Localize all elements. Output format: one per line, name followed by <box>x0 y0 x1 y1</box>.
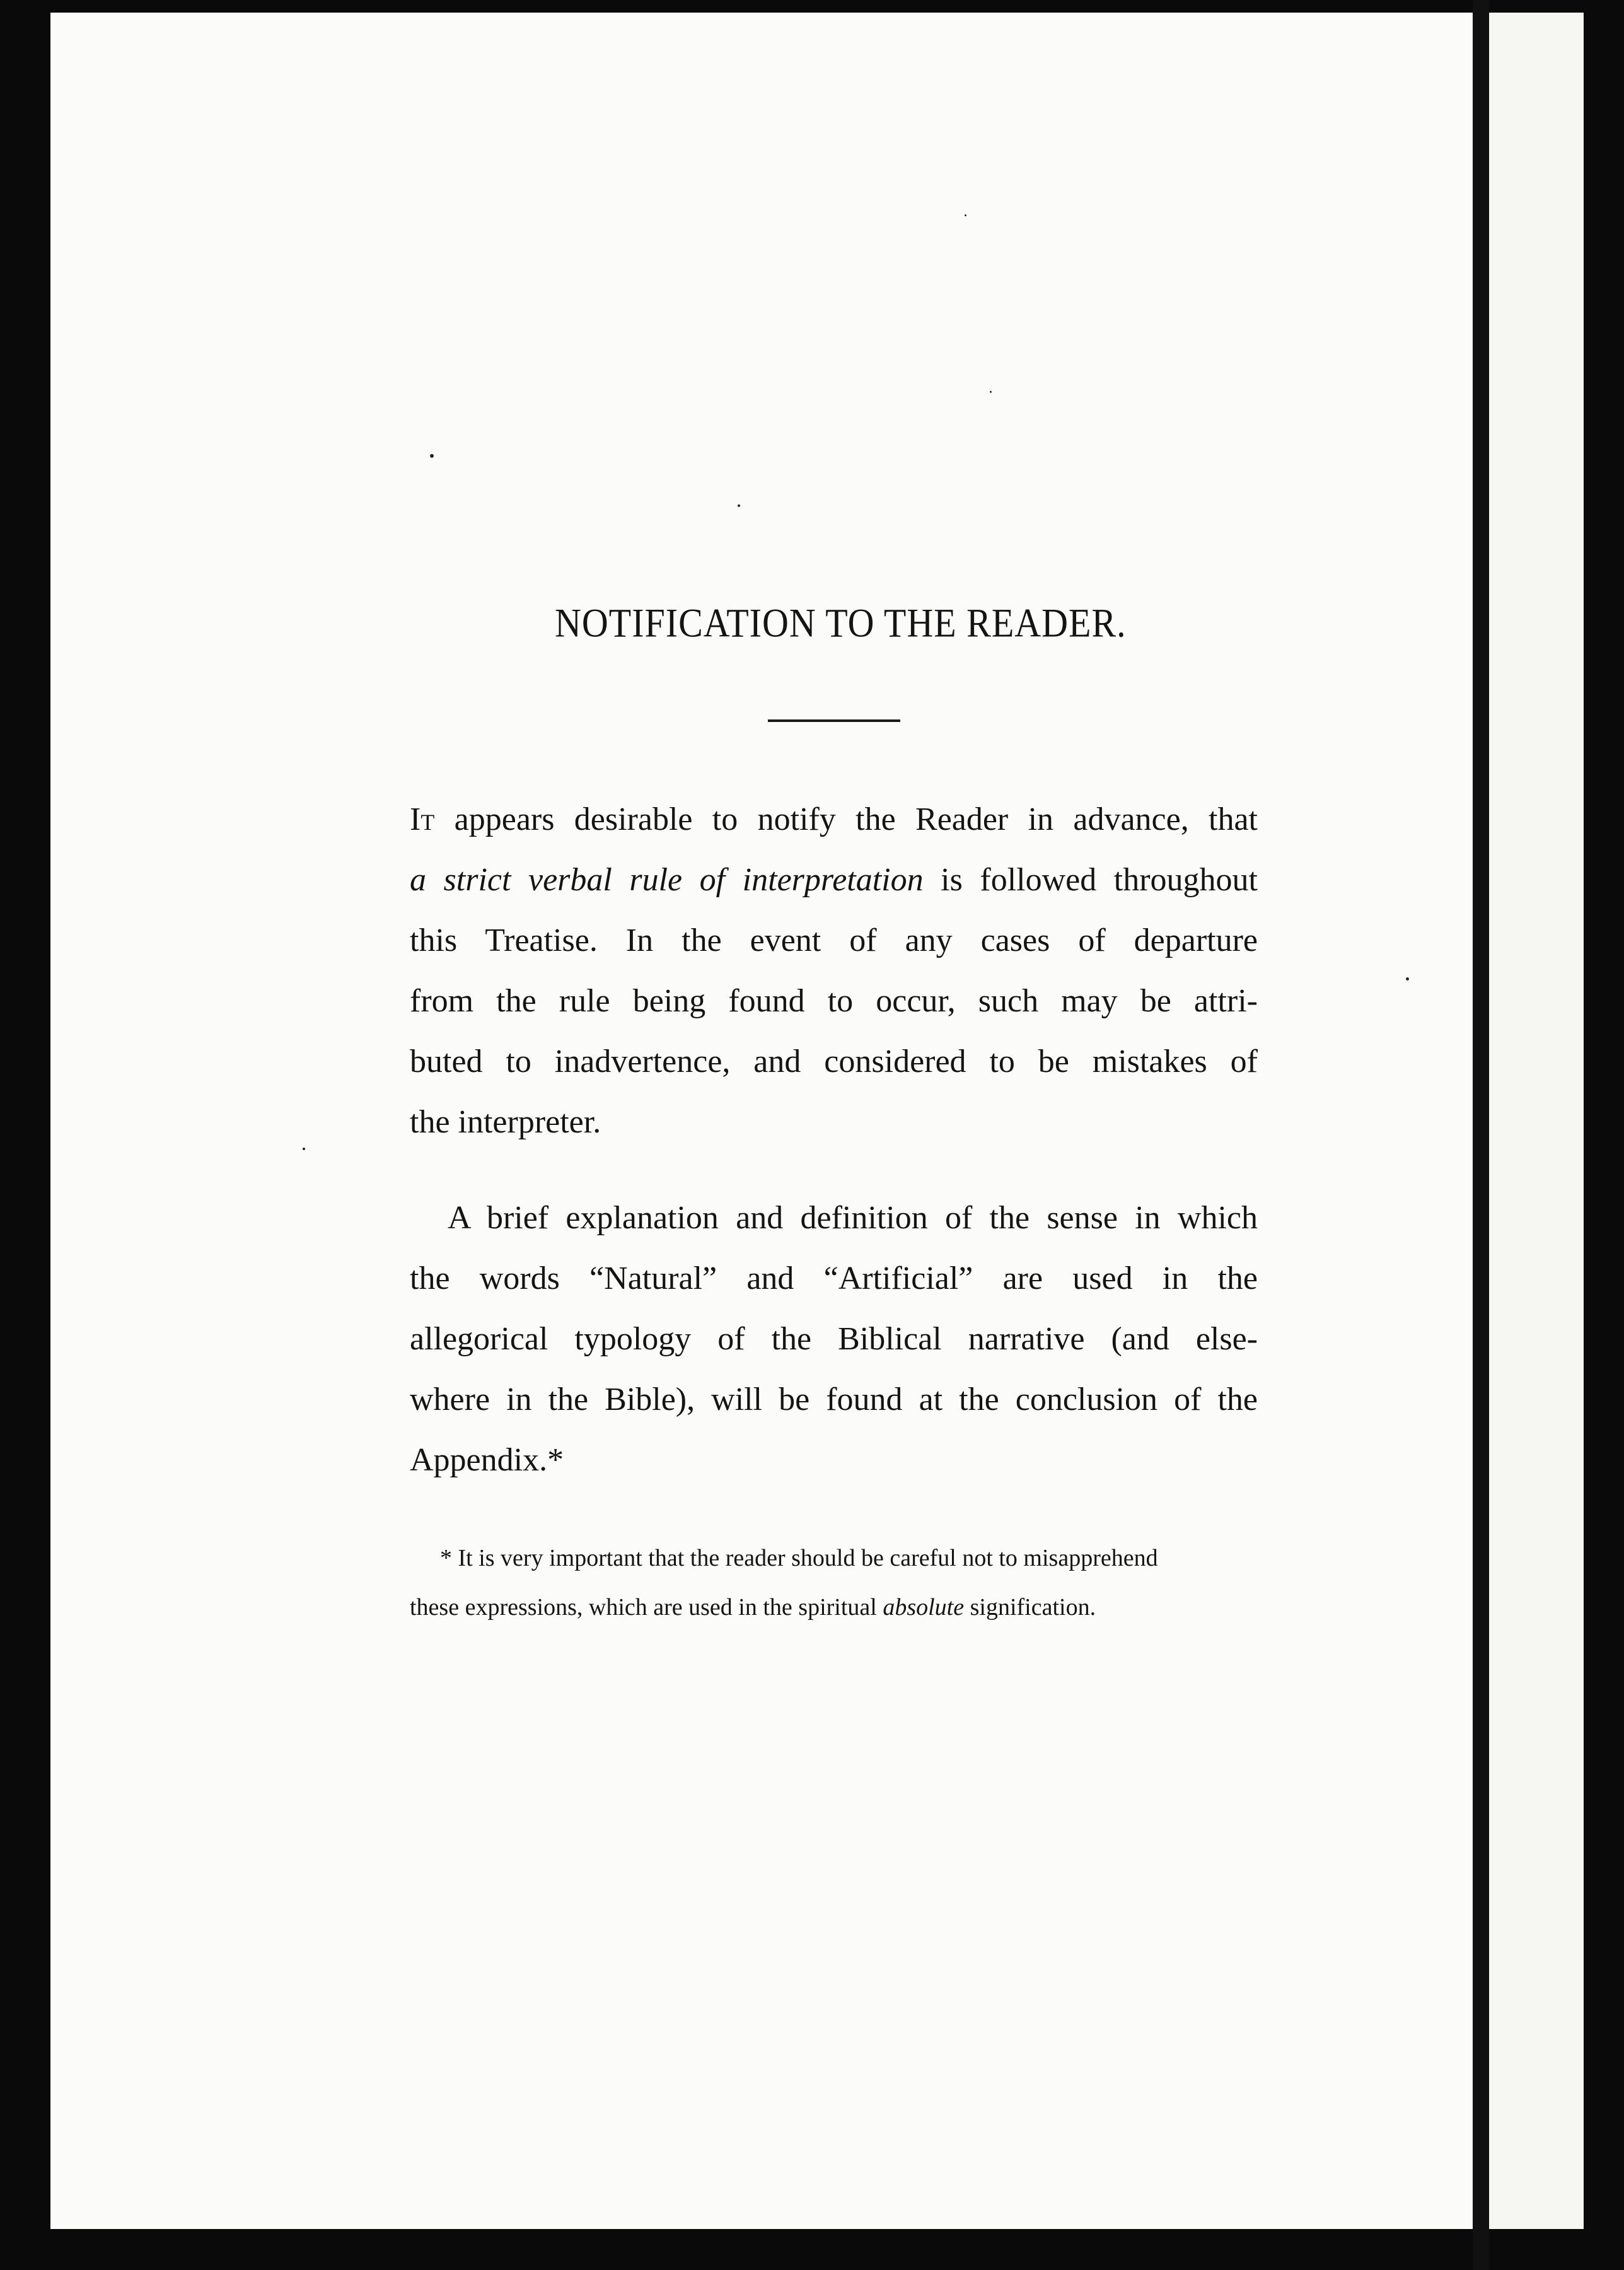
title-divider <box>768 719 900 722</box>
drop-word: It <box>410 801 435 837</box>
footnote-text: signification. <box>970 1594 1096 1621</box>
paragraph-line: the interpreter. <box>410 1104 601 1140</box>
paragraph-line <box>410 850 1258 911</box>
paragraph-natural-artificial <box>410 1188 1258 1491</box>
line-text: appears desirable to notify the Reader in advance, that <box>454 801 1258 837</box>
footnote-line <box>410 1583 1258 1632</box>
paragraph-line: Appendix.* <box>410 1442 564 1478</box>
line-text: is followed throughout <box>941 862 1258 898</box>
paragraph-line <box>410 789 1258 850</box>
footnote-text: these expressions, which are used in the spiritual <box>410 1594 877 1621</box>
adjacent-page-edge <box>1489 13 1584 2229</box>
paragraph-line: where in the Bible), will be found at the conclusion of the <box>410 1382 1258 1417</box>
paragraph-rule-of-interpretation <box>410 789 1258 1153</box>
paragraph-line: from the rule being found to occur, such may be attri- <box>410 983 1258 1019</box>
page-binding-gutter <box>1473 0 1489 2270</box>
paragraph-line: allegorical typology of the Biblical narrative (and else- <box>410 1321 1258 1357</box>
paragraph-line: buted to inadvertence, and considered to be mistakes of <box>410 1044 1258 1080</box>
footnote-line: * It is very important that the reader should be careful not to misapprehend <box>440 1545 1158 1571</box>
paragraph-line: A brief explanation and definition of the sense in which <box>448 1200 1258 1236</box>
emphasis-text: a strict verbal rule of interpretation <box>410 862 924 898</box>
paragraph-line: this Treatise. In the event of any cases of departure <box>410 923 1258 958</box>
page-title: NOTIFICATION TO THE READER. <box>555 600 1127 646</box>
footnote <box>410 1534 1258 1632</box>
paragraph-line: the words “Natural” and “Artificial” are used in the <box>410 1260 1258 1296</box>
emphasis-text: absolute <box>883 1594 965 1621</box>
scan-border-right <box>1584 0 1624 2270</box>
